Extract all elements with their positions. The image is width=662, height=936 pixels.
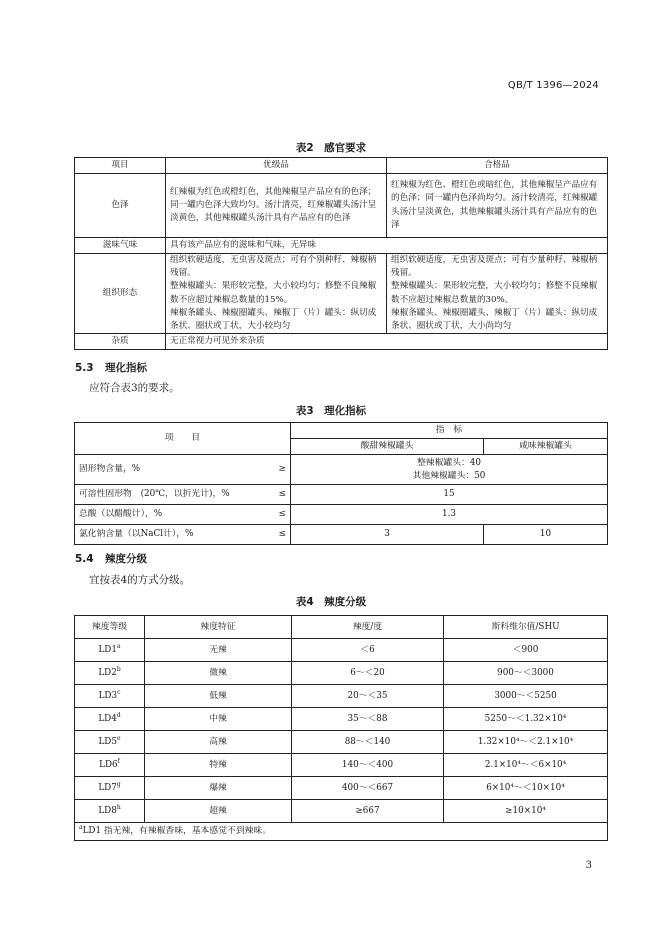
row-shu: ≥10×10⁴ bbox=[444, 800, 608, 823]
table3-physicochemical bbox=[74, 422, 608, 545]
row-grade bbox=[75, 685, 145, 708]
table-row bbox=[75, 455, 608, 485]
row-item bbox=[75, 505, 291, 525]
premium-line: 整辣椒罐头：果形较完整，大小较均匀；修整不良辣椒数不应超过辣椒总数量的15%。 bbox=[170, 281, 377, 305]
row-degree: 35～＜88 bbox=[292, 708, 444, 731]
premium-line: 组织软硬适度，无虫害及斑点；可有个别种籽、辣椒柄残留。 bbox=[170, 255, 377, 279]
row-degree: 20～＜35 bbox=[292, 685, 444, 708]
table4-spiciness-grading bbox=[74, 615, 608, 841]
table-row bbox=[75, 254, 608, 334]
row-degree: ≥667 bbox=[292, 800, 444, 823]
row-feature: 无辣 bbox=[145, 639, 292, 662]
header-index: 指 标 bbox=[291, 423, 608, 439]
row-degree: 6～＜20 bbox=[292, 662, 444, 685]
row-shu: 3000～＜5250 bbox=[444, 685, 608, 708]
qualified-line: 整辣椒罐头：果形较完整，大小较均匀；修整不良辣椒数不应超过辣椒总数量的30%。 bbox=[391, 281, 598, 305]
row-grade bbox=[75, 777, 145, 800]
grade-sup: h bbox=[116, 803, 121, 811]
table-row bbox=[75, 485, 608, 505]
grade-label: LD7 bbox=[98, 782, 117, 793]
section-number: 5.4 bbox=[75, 553, 94, 565]
row-grade bbox=[75, 662, 145, 685]
table-row bbox=[75, 708, 608, 731]
section-heading-5-3 bbox=[75, 360, 147, 375]
header-salty: 咸味辣椒罐头 bbox=[484, 439, 608, 455]
row-merged: 无正常视力可见外来杂质 bbox=[166, 334, 608, 350]
row-shu: 6×10⁴～＜10×10⁴ bbox=[444, 777, 608, 800]
table2-caption: 表2 感官要求 bbox=[295, 142, 367, 154]
row-grade bbox=[75, 639, 145, 662]
table3-caption: 表3 理化指标 bbox=[295, 405, 367, 417]
row-merged: 具有该产品应有的滋味和气味，无异味 bbox=[166, 238, 608, 254]
header-premium: 优级品 bbox=[166, 158, 387, 174]
grade-label: LD8 bbox=[98, 805, 117, 816]
table-header-row bbox=[75, 158, 608, 174]
grade-label: LD2 bbox=[98, 667, 117, 678]
header-degree: 辣度/度 bbox=[292, 616, 444, 639]
footnote-mark: a bbox=[79, 824, 83, 832]
row-item: 组织形态 bbox=[75, 254, 166, 334]
row-feature: 爆辣 bbox=[145, 777, 292, 800]
row-degree: 88～＜140 bbox=[292, 731, 444, 754]
comparison-symbol: ≤ bbox=[278, 509, 286, 519]
header-qualified: 合格品 bbox=[387, 158, 608, 174]
section-text: 应符合表3的要求。 bbox=[89, 382, 180, 394]
row-merged bbox=[291, 455, 608, 485]
section-number: 5.3 bbox=[75, 362, 94, 374]
row-premium: 红辣椒为红色或橙红色，其他辣椒呈产品应有的色泽；同一罐内色泽大致均匀。汤汁清亮，红辣椒罐头汤汁呈淡黄色，其他辣椒罐头汤汁具有产品应有的色泽 bbox=[166, 174, 387, 238]
table4-body bbox=[75, 639, 608, 823]
table-header-row bbox=[75, 423, 608, 439]
table-row bbox=[75, 238, 608, 254]
row-degree: 140～＜400 bbox=[292, 754, 444, 777]
grade-sup: c bbox=[117, 688, 121, 696]
item-label: 总酸（以醋酸计），% bbox=[79, 509, 163, 519]
header-item: 项目 bbox=[75, 158, 166, 174]
comparison-symbol: ≤ bbox=[278, 489, 286, 499]
row-item: 杂质 bbox=[75, 334, 166, 350]
header-grade: 辣度等级 bbox=[75, 616, 145, 639]
row-item bbox=[75, 455, 291, 485]
row-grade bbox=[75, 731, 145, 754]
table-footnote-row bbox=[75, 823, 608, 841]
table-row bbox=[75, 685, 608, 708]
row-shu: 900～＜3000 bbox=[444, 662, 608, 685]
row-item: 色泽 bbox=[75, 174, 166, 238]
row-value-salty: 10 bbox=[484, 525, 608, 545]
row-merged: 15 bbox=[291, 485, 608, 505]
row-shu: 1.32×10⁴～＜2.1×10⁴ bbox=[444, 731, 608, 754]
section-title: 理化指标 bbox=[105, 362, 147, 374]
footnote bbox=[75, 823, 608, 841]
table4-caption: 表4 辣度分级 bbox=[295, 596, 367, 608]
table-row bbox=[75, 754, 608, 777]
row-item bbox=[75, 485, 291, 505]
grade-label: LD1 bbox=[98, 644, 117, 655]
grade-label: LD5 bbox=[98, 736, 117, 747]
row-merged: 1.3 bbox=[291, 505, 608, 525]
document-code: QB/T 1396—2024 bbox=[507, 80, 599, 91]
section-title: 辣度分级 bbox=[105, 553, 147, 565]
header-feature: 辣度特征 bbox=[145, 616, 292, 639]
comparison-symbol: ≤ bbox=[278, 529, 286, 539]
grade-sup: g bbox=[116, 780, 121, 788]
section-heading-5-4 bbox=[75, 551, 147, 566]
row-feature: 低辣 bbox=[145, 685, 292, 708]
grade-sup: f bbox=[117, 757, 120, 765]
table-row bbox=[75, 800, 608, 823]
row-shu: ＜900 bbox=[444, 639, 608, 662]
value-line: 整辣椒罐头：40 bbox=[417, 457, 481, 468]
row-feature: 微辣 bbox=[145, 662, 292, 685]
page-number: 3 bbox=[585, 860, 592, 871]
row-grade bbox=[75, 708, 145, 731]
table-row bbox=[75, 639, 608, 662]
table-row bbox=[75, 174, 608, 238]
table2-sensory-requirements bbox=[74, 157, 608, 350]
footnote-text: LD1 指无辣，有辣椒香味，基本感觉不到辣味。 bbox=[82, 826, 272, 836]
qualified-line: 辣椒条罐头、辣椒圈罐头、辣椒丁（片）罐头：纵切成条状、圈状或丁状，大小尚均匀 bbox=[391, 307, 598, 332]
table-row bbox=[75, 525, 608, 545]
grade-sup: d bbox=[116, 711, 121, 719]
item-label: 固形物含量，% bbox=[79, 464, 141, 474]
header-sweet-sour: 酸甜辣椒罐头 bbox=[291, 439, 484, 455]
table-row bbox=[75, 662, 608, 685]
row-qualified: 红辣椒为红色、橙红色或暗红色，其他辣椒呈产品应有的色泽；同一罐内色泽尚均匀。汤汁较清亮，红辣椒罐头汤汁呈淡黄色，其他辣椒罐头汤汁具有产品应有的色泽 bbox=[387, 174, 608, 238]
table-row bbox=[75, 334, 608, 350]
grade-sup: b bbox=[116, 665, 121, 673]
grade-sup: e bbox=[116, 734, 121, 742]
row-feature: 特辣 bbox=[145, 754, 292, 777]
qualified-line: 组织软硬适度，无虫害及斑点；可有少量种籽、辣椒柄残留。 bbox=[391, 255, 598, 279]
header-item: 项 目 bbox=[75, 423, 291, 455]
row-feature: 超辣 bbox=[145, 800, 292, 823]
comparison-symbol: ≥ bbox=[278, 464, 286, 474]
grade-label: LD6 bbox=[99, 759, 118, 770]
row-item bbox=[75, 525, 291, 545]
grade-label: LD3 bbox=[98, 690, 118, 701]
table-row bbox=[75, 731, 608, 754]
row-qualified bbox=[387, 254, 608, 334]
table-row bbox=[75, 777, 608, 800]
item-label: 氯化钠含量（以NaCl计），% bbox=[79, 529, 194, 539]
row-grade bbox=[75, 754, 145, 777]
row-degree: ＜6 bbox=[292, 639, 444, 662]
header-shu: 斯科维尔值/SHU bbox=[444, 616, 608, 639]
table-row bbox=[75, 505, 608, 525]
row-premium bbox=[166, 254, 387, 334]
item-label: 可溶性固形物 (20℃，以折光计)，% bbox=[79, 489, 230, 499]
row-feature: 中辣 bbox=[145, 708, 292, 731]
row-item: 滋味气味 bbox=[75, 238, 166, 254]
premium-line: 辣椒条罐头、辣椒圈罐头、辣椒丁（片）罐头：纵切成条状、圈状或丁状，大小较均匀 bbox=[170, 307, 377, 332]
row-degree: 400～＜667 bbox=[292, 777, 444, 800]
section-text: 宜按表4的方式分级。 bbox=[89, 574, 191, 586]
row-shu: 2.1×10⁴～＜6×10⁴ bbox=[444, 754, 608, 777]
grade-label: LD4 bbox=[98, 713, 117, 724]
value-line: 其他辣椒罐头：50 bbox=[412, 470, 486, 481]
row-feature: 高辣 bbox=[145, 731, 292, 754]
grade-sup: a bbox=[116, 642, 121, 650]
row-value-sweet-sour: 3 bbox=[291, 525, 484, 545]
table-header-row bbox=[75, 616, 608, 639]
row-grade bbox=[75, 800, 145, 823]
row-shu: 5250～＜1.32×10⁴ bbox=[444, 708, 608, 731]
